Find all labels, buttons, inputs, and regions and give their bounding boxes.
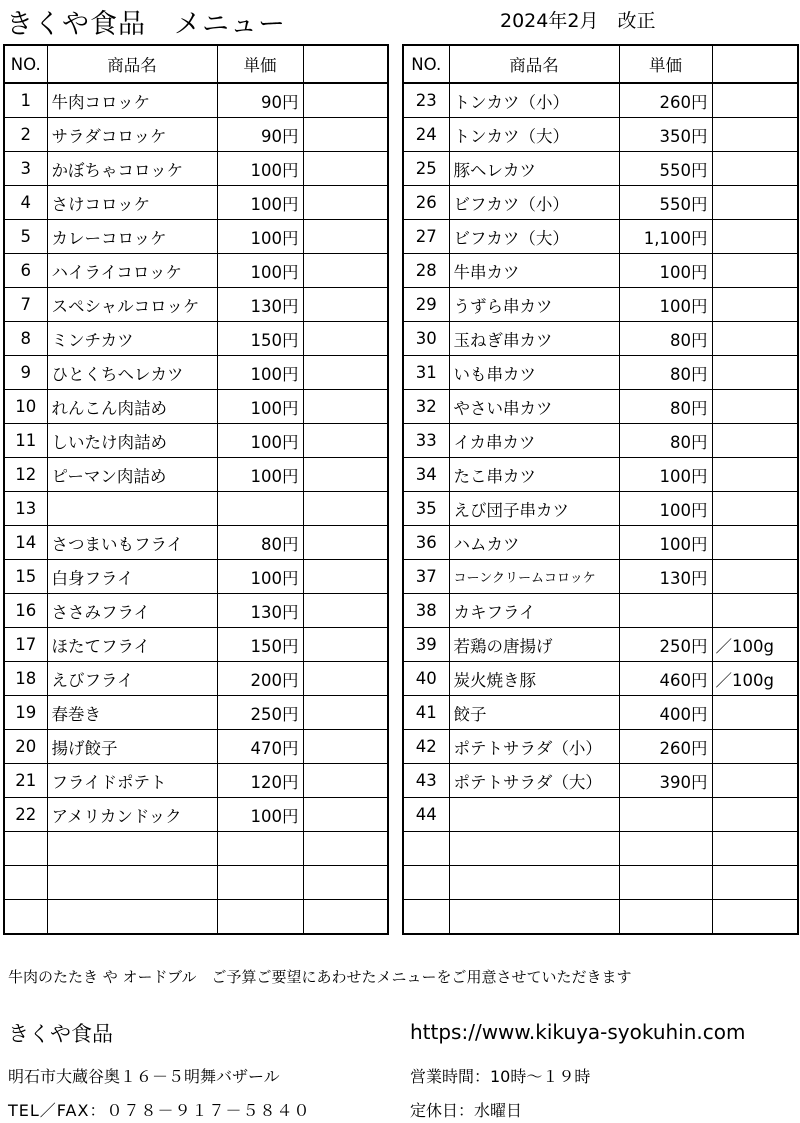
table-row	[4, 662, 388, 696]
item-price: 100円	[619, 492, 712, 526]
item-price: 90円	[217, 118, 303, 152]
item-price: 100円	[217, 220, 303, 254]
item-note	[712, 764, 798, 798]
item-note	[712, 83, 798, 118]
item-name	[47, 832, 217, 866]
item-price: 150円	[217, 322, 303, 356]
item-price	[619, 798, 712, 832]
item-price: 100円	[217, 458, 303, 492]
item-name: 春巻き	[47, 696, 217, 730]
item-note	[303, 832, 388, 866]
item-name: かぼちゃコロッケ	[47, 152, 217, 186]
item-price: 470円	[217, 730, 303, 764]
table-row	[403, 628, 798, 662]
item-price: 200円	[217, 662, 303, 696]
item-number: 44	[403, 798, 449, 832]
item-price: 100円	[217, 424, 303, 458]
item-note	[712, 254, 798, 288]
item-name: しいたけ肉詰め	[47, 424, 217, 458]
item-price: 100円	[217, 356, 303, 390]
item-price: 80円	[217, 526, 303, 560]
table-row	[4, 628, 388, 662]
table-row	[403, 458, 798, 492]
item-price	[217, 832, 303, 866]
item-name: ポテトサラダ（大）	[449, 764, 619, 798]
table-row	[403, 866, 798, 900]
item-price: 100円	[619, 526, 712, 560]
item-number: 19	[4, 696, 47, 730]
item-price: 150円	[217, 628, 303, 662]
table-row	[403, 118, 798, 152]
item-note: ／100g	[712, 662, 798, 696]
item-note	[712, 152, 798, 186]
item-name	[449, 900, 619, 935]
item-number: 14	[4, 526, 47, 560]
header-note	[303, 45, 388, 83]
table-row	[403, 662, 798, 696]
catering-note: 牛肉のたたき や オードブル ご予算ご要望にあわせたメニューをご用意させていただきます	[8, 968, 632, 986]
table-row	[403, 526, 798, 560]
item-number: 35	[403, 492, 449, 526]
table-row	[4, 832, 388, 866]
item-name: えびフライ	[47, 662, 217, 696]
item-price: 400円	[619, 696, 712, 730]
table-row	[403, 832, 798, 866]
phone-fax: TEL／FAX：０７８－９１７－５８４０	[8, 1101, 311, 1120]
item-number: 28	[403, 254, 449, 288]
item-number: 29	[403, 288, 449, 322]
business-hours: 営業時間：10時～１９時	[410, 1067, 591, 1086]
item-price: 130円	[217, 288, 303, 322]
item-number: 36	[403, 526, 449, 560]
item-number: 43	[403, 764, 449, 798]
item-name: 豚ヘレカツ	[449, 152, 619, 186]
item-note	[303, 424, 388, 458]
item-name: ひとくちヘレカツ	[47, 356, 217, 390]
item-note	[712, 832, 798, 866]
item-price: 260円	[619, 83, 712, 118]
menu-table-right	[402, 44, 799, 935]
item-number: 21	[4, 764, 47, 798]
header-no: NO.	[4, 45, 47, 83]
item-note	[303, 492, 388, 526]
item-price: 100円	[619, 458, 712, 492]
item-price: 100円	[619, 254, 712, 288]
item-price: 80円	[619, 424, 712, 458]
item-number: 7	[4, 288, 47, 322]
item-name: 白身フライ	[47, 560, 217, 594]
item-number: 2	[4, 118, 47, 152]
item-note	[712, 390, 798, 424]
item-number: 20	[4, 730, 47, 764]
table-row	[4, 798, 388, 832]
item-number	[4, 900, 47, 935]
item-name: フライドポテト	[47, 764, 217, 798]
item-note	[303, 186, 388, 220]
item-name: ハイライコロッケ	[47, 254, 217, 288]
item-name: アメリカンドック	[47, 798, 217, 832]
item-number: 40	[403, 662, 449, 696]
table-row	[4, 866, 388, 900]
shop-name: きくや食品	[8, 1022, 113, 1046]
table-row	[4, 764, 388, 798]
item-price: 90円	[217, 83, 303, 118]
header-note	[712, 45, 798, 83]
item-note	[303, 526, 388, 560]
item-number	[403, 866, 449, 900]
item-note	[303, 594, 388, 628]
item-name: トンカツ（大）	[449, 118, 619, 152]
item-number: 33	[403, 424, 449, 458]
item-note	[712, 560, 798, 594]
header-name: 商品名	[47, 45, 217, 83]
table-header-row	[4, 45, 388, 83]
item-number: 42	[403, 730, 449, 764]
item-name: ハムカツ	[449, 526, 619, 560]
table-row	[403, 220, 798, 254]
table-row	[403, 798, 798, 832]
item-number: 16	[4, 594, 47, 628]
item-note	[712, 424, 798, 458]
item-note	[712, 594, 798, 628]
item-price: 250円	[217, 696, 303, 730]
item-price: 80円	[619, 356, 712, 390]
item-number: 22	[4, 798, 47, 832]
item-price	[619, 594, 712, 628]
item-number: 38	[403, 594, 449, 628]
item-note	[712, 118, 798, 152]
item-name: 牛肉コロッケ	[47, 83, 217, 118]
item-name: イカ串カツ	[449, 424, 619, 458]
table-row	[4, 900, 388, 935]
table-row	[403, 492, 798, 526]
item-price	[619, 900, 712, 935]
item-number: 11	[4, 424, 47, 458]
header-name: 商品名	[449, 45, 619, 83]
item-number: 3	[4, 152, 47, 186]
item-price	[619, 832, 712, 866]
item-name	[47, 866, 217, 900]
item-number: 34	[403, 458, 449, 492]
item-number: 17	[4, 628, 47, 662]
table-row	[4, 594, 388, 628]
table-row	[403, 186, 798, 220]
item-price: 80円	[619, 390, 712, 424]
item-note	[712, 798, 798, 832]
item-name: 牛串カツ	[449, 254, 619, 288]
item-price: 100円	[217, 186, 303, 220]
item-note	[712, 900, 798, 935]
table-row	[403, 696, 798, 730]
item-note	[712, 322, 798, 356]
table-row	[403, 594, 798, 628]
item-number: 15	[4, 560, 47, 594]
item-name: ポテトサラダ（小）	[449, 730, 619, 764]
item-note	[303, 458, 388, 492]
item-number: 37	[403, 560, 449, 594]
table-row	[4, 186, 388, 220]
item-number: 1	[4, 83, 47, 118]
item-name: れんこん肉詰め	[47, 390, 217, 424]
table-header-row	[403, 45, 798, 83]
item-note	[303, 696, 388, 730]
item-note	[303, 254, 388, 288]
item-note	[303, 798, 388, 832]
item-price: 100円	[217, 798, 303, 832]
item-price: 250円	[619, 628, 712, 662]
item-note	[303, 628, 388, 662]
page-title: きくや食品 メニュー	[6, 9, 286, 40]
item-name: スペシャルコロッケ	[47, 288, 217, 322]
item-number: 13	[4, 492, 47, 526]
item-number: 32	[403, 390, 449, 424]
table-row	[403, 424, 798, 458]
item-note	[303, 764, 388, 798]
item-number: 24	[403, 118, 449, 152]
item-name: ミンチカツ	[47, 322, 217, 356]
item-price: 1,100円	[619, 220, 712, 254]
table-row	[403, 390, 798, 424]
item-name: トンカツ（小）	[449, 83, 619, 118]
table-row	[4, 492, 388, 526]
item-note	[712, 220, 798, 254]
table-row	[4, 560, 388, 594]
item-number: 26	[403, 186, 449, 220]
item-note	[303, 118, 388, 152]
item-price: 130円	[619, 560, 712, 594]
revision-date: 2024年2月 改正	[500, 10, 656, 32]
table-row	[403, 730, 798, 764]
menu-table-left	[3, 44, 389, 935]
table-row	[4, 730, 388, 764]
item-number: 5	[4, 220, 47, 254]
item-name	[449, 832, 619, 866]
table-row	[4, 83, 388, 118]
table-row	[4, 322, 388, 356]
shop-address: 明石市大蔵谷奥１６－５明舞バザール	[8, 1067, 280, 1086]
item-number: 27	[403, 220, 449, 254]
item-note	[303, 152, 388, 186]
header-no: NO.	[403, 45, 449, 83]
item-note	[303, 356, 388, 390]
item-note	[303, 560, 388, 594]
item-note	[712, 288, 798, 322]
table-row	[403, 152, 798, 186]
item-note	[712, 492, 798, 526]
item-price: 100円	[217, 390, 303, 424]
table-row	[403, 900, 798, 935]
item-number	[4, 866, 47, 900]
item-note	[303, 730, 388, 764]
item-number	[403, 832, 449, 866]
item-name: さけコロッケ	[47, 186, 217, 220]
closed-day: 定休日：水曜日	[410, 1101, 523, 1120]
table-row	[4, 526, 388, 560]
table-row	[4, 220, 388, 254]
item-number: 4	[4, 186, 47, 220]
item-name: うずら串カツ	[449, 288, 619, 322]
table-row	[403, 322, 798, 356]
item-price: 100円	[619, 288, 712, 322]
table-row	[4, 356, 388, 390]
item-name: 玉ねぎ串カツ	[449, 322, 619, 356]
item-price: 550円	[619, 186, 712, 220]
item-price	[619, 866, 712, 900]
table-row	[403, 254, 798, 288]
item-note	[303, 866, 388, 900]
item-price: 390円	[619, 764, 712, 798]
item-name: 炭火焼き豚	[449, 662, 619, 696]
item-note	[303, 83, 388, 118]
item-name: 餃子	[449, 696, 619, 730]
item-price: 80円	[619, 322, 712, 356]
table-row	[403, 83, 798, 118]
item-name: えび団子串カツ	[449, 492, 619, 526]
item-note	[712, 730, 798, 764]
table-row	[403, 356, 798, 390]
item-name: ピーマン肉詰め	[47, 458, 217, 492]
item-price: 260円	[619, 730, 712, 764]
table-row	[4, 390, 388, 424]
item-name: ささみフライ	[47, 594, 217, 628]
table-row	[4, 254, 388, 288]
item-note	[712, 186, 798, 220]
item-name: さつまいもフライ	[47, 526, 217, 560]
item-name	[449, 798, 619, 832]
item-number: 41	[403, 696, 449, 730]
item-number: 10	[4, 390, 47, 424]
item-note	[712, 356, 798, 390]
item-number: 12	[4, 458, 47, 492]
item-number: 6	[4, 254, 47, 288]
item-price: 460円	[619, 662, 712, 696]
item-price: 100円	[217, 254, 303, 288]
item-name: サラダコロッケ	[47, 118, 217, 152]
item-price	[217, 866, 303, 900]
item-name	[449, 866, 619, 900]
item-name	[47, 900, 217, 935]
item-name: 揚げ餃子	[47, 730, 217, 764]
item-price: 100円	[217, 560, 303, 594]
item-price: 120円	[217, 764, 303, 798]
item-price: 550円	[619, 152, 712, 186]
item-number: 30	[403, 322, 449, 356]
table-row	[403, 288, 798, 322]
item-number: 31	[403, 356, 449, 390]
item-number: 9	[4, 356, 47, 390]
table-row	[4, 696, 388, 730]
item-number: 18	[4, 662, 47, 696]
item-note	[303, 288, 388, 322]
item-price	[217, 492, 303, 526]
table-row	[403, 764, 798, 798]
item-name: 若鶏の唐揚げ	[449, 628, 619, 662]
item-price: 130円	[217, 594, 303, 628]
item-number: 39	[403, 628, 449, 662]
item-note	[712, 696, 798, 730]
table-row	[4, 118, 388, 152]
item-number	[4, 832, 47, 866]
website-link[interactable]: https://www.kikuya-syokuhin.com	[410, 1020, 746, 1044]
item-note: ／100g	[712, 628, 798, 662]
item-name: ビフカツ（小）	[449, 186, 619, 220]
table-row	[4, 458, 388, 492]
item-name: カレーコロッケ	[47, 220, 217, 254]
item-note	[712, 526, 798, 560]
table-row	[4, 424, 388, 458]
item-name: やさい串カツ	[449, 390, 619, 424]
table-row	[4, 152, 388, 186]
item-price: 350円	[619, 118, 712, 152]
item-number: 25	[403, 152, 449, 186]
item-price: 100円	[217, 152, 303, 186]
item-note	[303, 662, 388, 696]
item-name	[47, 492, 217, 526]
table-row	[403, 560, 798, 594]
item-name: ほたてフライ	[47, 628, 217, 662]
header-price: 単価	[217, 45, 303, 83]
header-price: 単価	[619, 45, 712, 83]
item-name: たこ串カツ	[449, 458, 619, 492]
item-number: 8	[4, 322, 47, 356]
item-name: コーンクリームコロッケ	[449, 560, 619, 594]
item-number	[403, 900, 449, 935]
item-note	[712, 458, 798, 492]
item-name: ビフカツ（大）	[449, 220, 619, 254]
item-note	[712, 866, 798, 900]
item-note	[303, 220, 388, 254]
item-note	[303, 390, 388, 424]
table-row	[4, 288, 388, 322]
item-note	[303, 322, 388, 356]
item-price	[217, 900, 303, 935]
item-name: カキフライ	[449, 594, 619, 628]
item-number: 23	[403, 83, 449, 118]
item-note	[303, 900, 388, 935]
item-name: いも串カツ	[449, 356, 619, 390]
